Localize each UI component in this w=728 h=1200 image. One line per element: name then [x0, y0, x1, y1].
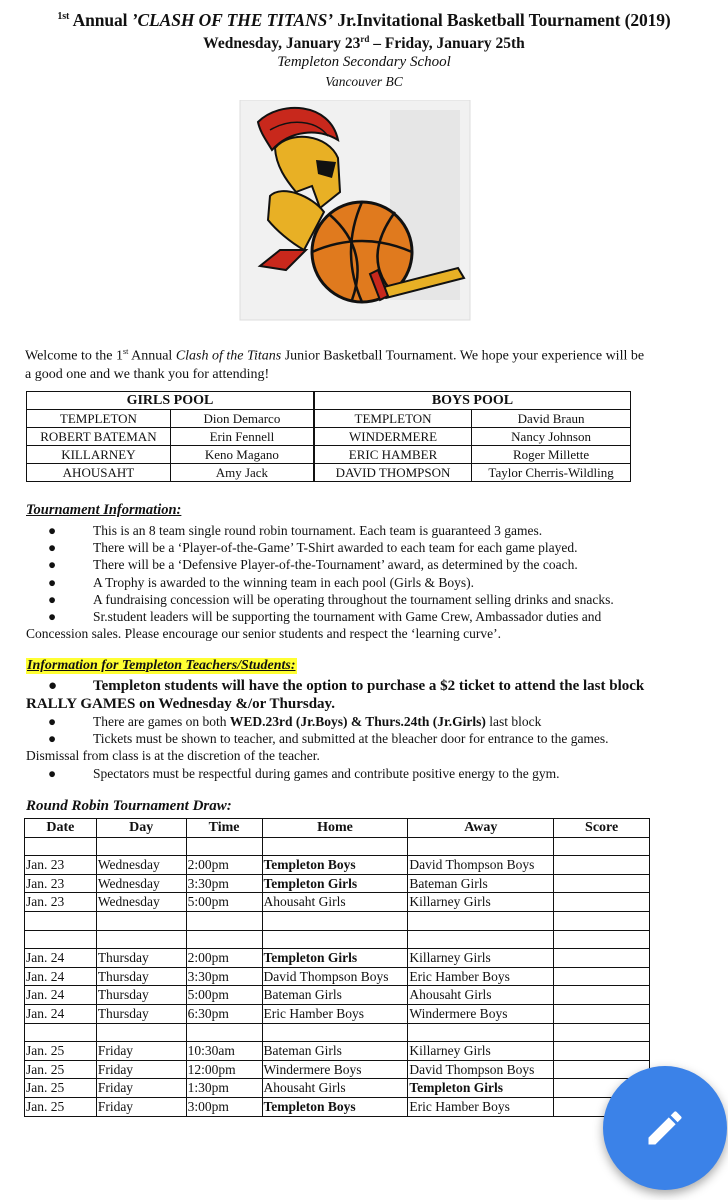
draw-cell-date	[25, 1023, 97, 1042]
draw-cell-day: Wednesday	[96, 874, 186, 893]
tournament-info-title: Tournament Information:	[26, 502, 182, 518]
pools-table	[26, 391, 631, 482]
title-ordinal-sup: st	[62, 11, 70, 23]
bullet-icon: ●	[48, 591, 57, 607]
draw-cell-time: 2:00pm	[186, 949, 262, 968]
tournament-dates	[0, 34, 728, 53]
draw-cell-day	[96, 1023, 186, 1042]
draw-header-time: Time	[186, 819, 262, 838]
draw-header-score: Score	[554, 819, 650, 838]
document-title	[0, 10, 728, 31]
info-item-text: There will be a ‘Defensive Player-of-the-Tournament’ award, as determined by the coach.	[93, 557, 578, 573]
table-row	[25, 1060, 650, 1079]
girls-team: KILLARNEY	[27, 446, 171, 464]
table-row	[25, 856, 650, 875]
boys-coach: Taylor Cherris-Wildling	[472, 464, 631, 482]
welcome-paragraph	[25, 343, 715, 384]
bullet-icon: ●	[48, 609, 57, 625]
teachers-item4: Spectators must be respectful during games and contribute positive energy to the gym.	[93, 765, 560, 781]
boys-team: TEMPLETON	[314, 410, 472, 428]
draw-cell-day: Friday	[96, 1097, 186, 1116]
list-item	[26, 522, 706, 539]
title-rest: Jr.Invitational Basketball Tournament (2019)	[337, 10, 671, 30]
draw-cell-time: 5:00pm	[186, 986, 262, 1005]
welcome-sup: st	[123, 347, 129, 356]
draw-cell-away	[408, 837, 554, 856]
draw-cell-day: Thursday	[96, 986, 186, 1005]
edit-button[interactable]	[603, 1066, 727, 1190]
table-row	[25, 837, 650, 856]
info-item-text: A fundraising concession will be operating throughout the tournament selling drinks and snacks.	[93, 591, 614, 607]
draw-title: Round Robin Tournament Draw:	[26, 798, 232, 814]
draw-cell-day: Friday	[96, 1042, 186, 1061]
title-italic: ’CLASH OF THE TITANS’	[131, 10, 334, 30]
dates-end: – Friday, January 25th	[373, 35, 525, 53]
boys-team: WINDERMERE	[314, 428, 472, 446]
draw-cell-day: Friday	[96, 1060, 186, 1079]
list-item	[26, 730, 706, 747]
draw-cell-date: Jan. 25	[25, 1042, 97, 1061]
draw-cell-away: Eric Hamber Boys	[408, 1097, 554, 1116]
table-row	[25, 911, 650, 930]
draw-cell-time: 3:30pm	[186, 874, 262, 893]
list-item-continuation	[26, 695, 706, 713]
table-row	[25, 874, 650, 893]
draw-cell-away: Windermere Boys	[408, 1004, 554, 1023]
draw-cell-home	[262, 1023, 408, 1042]
draw-cell-home	[262, 837, 408, 856]
girls-coach: Amy Jack	[170, 464, 314, 482]
draw-cell-away	[408, 911, 554, 930]
draw-cell-home: Ahousaht Girls	[262, 1079, 408, 1098]
bullet-icon: ●	[48, 540, 57, 556]
draw-cell-date: Jan. 24	[25, 949, 97, 968]
draw-cell-away: Eric Hamber Boys	[408, 967, 554, 986]
draw-cell-day	[96, 911, 186, 930]
table-row	[27, 464, 631, 482]
girls-coach: Erin Fennell	[170, 428, 314, 446]
welcome-italic: Clash of the Titans	[175, 348, 282, 364]
draw-cell-day: Thursday	[96, 949, 186, 968]
boys-team: DAVID THOMPSON	[314, 464, 472, 482]
welcome-text-b: Annual	[128, 348, 176, 364]
list-item	[26, 608, 706, 625]
draw-cell-date: Jan. 24	[25, 986, 97, 1005]
draw-cell-date: Jan. 25	[25, 1060, 97, 1079]
tournament-info-list	[26, 522, 706, 642]
bullet-icon: ●	[48, 557, 57, 573]
draw-cell-time	[186, 911, 262, 930]
teachers-item1-b: RALLY GAMES on Wednesday &/or Thursday.	[26, 696, 335, 712]
draw-cell-date: Jan. 23	[25, 874, 97, 893]
draw-header-date: Date	[25, 819, 97, 838]
table-row	[27, 446, 631, 464]
draw-header-day: Day	[96, 819, 186, 838]
draw-cell-away: Killarney Girls	[408, 893, 554, 912]
welcome-text-d: a good one and we thank you for attending!	[25, 366, 270, 382]
table-row	[25, 1023, 650, 1042]
draw-cell-score	[554, 1023, 650, 1042]
teachers-item2-a: There are games on both	[93, 714, 230, 729]
list-item	[26, 556, 706, 573]
draw-cell-date	[25, 911, 97, 930]
table-row	[25, 930, 650, 949]
list-item	[26, 677, 706, 695]
draw-cell-away	[408, 930, 554, 949]
girls-coach: Keno Magano	[170, 446, 314, 464]
draw-cell-date: Jan. 23	[25, 856, 97, 875]
welcome-text-a: Welcome to the 1	[25, 348, 124, 364]
info-item-text: Sr.student leaders will be supporting the tournament with Game Crew, Ambassador duties and	[93, 609, 602, 625]
table-row	[25, 986, 650, 1005]
draw-cell-away: Killarney Girls	[408, 949, 554, 968]
table-row	[25, 1079, 650, 1098]
list-item-continuation: Concession sales. Please encourage our senior students and respect the ‘learning curve’.	[26, 626, 501, 642]
teachers-item3-b: Dismissal from class is at the discretion of the teacher.	[26, 748, 320, 764]
list-item-continuation	[26, 747, 706, 764]
dates-sup: rd	[360, 34, 370, 44]
draw-cell-away: David Thompson Boys	[408, 856, 554, 875]
draw-cell-time: 3:00pm	[186, 1097, 262, 1116]
draw-cell-away: Ahousaht Girls	[408, 986, 554, 1005]
draw-cell-time: 6:30pm	[186, 1004, 262, 1023]
draw-cell-home: Ahousaht Girls	[262, 893, 408, 912]
draw-cell-day	[96, 930, 186, 949]
draw-cell-score	[554, 1004, 650, 1023]
draw-cell-score	[554, 837, 650, 856]
draw-cell-score	[554, 874, 650, 893]
draw-cell-home: Eric Hamber Boys	[262, 1004, 408, 1023]
draw-cell-time	[186, 930, 262, 949]
draw-cell-home: Bateman Girls	[262, 1042, 408, 1061]
draw-cell-date	[25, 930, 97, 949]
bullet-icon: ●	[48, 731, 57, 747]
draw-cell-day	[96, 837, 186, 856]
school-name: Templeton Secondary School	[277, 54, 451, 70]
draw-cell-away: Killarney Girls	[408, 1042, 554, 1061]
draw-cell-date	[25, 837, 97, 856]
teachers-info-list	[26, 677, 706, 782]
draw-cell-date: Jan. 24	[25, 1004, 97, 1023]
draw-cell-home: Templeton Boys	[262, 856, 408, 875]
draw-cell-score	[554, 986, 650, 1005]
city-name: Vancouver BC	[325, 74, 403, 89]
draw-header-row	[25, 819, 650, 838]
table-row	[25, 1004, 650, 1023]
list-item	[26, 539, 706, 556]
boys-coach: Roger Millette	[472, 446, 631, 464]
table-row	[25, 893, 650, 912]
draw-cell-home: Templeton Girls	[262, 874, 408, 893]
draw-cell-score	[554, 1042, 650, 1061]
teachers-item3-a: Tickets must be shown to teacher, and submitted at the bleacher door for entrance to the games.	[93, 731, 609, 747]
draw-cell-home	[262, 911, 408, 930]
welcome-text-c: Junior Basketball Tournament. We hope your experience will be	[281, 348, 645, 364]
table-row	[25, 1042, 650, 1061]
list-item	[26, 591, 706, 608]
boys-coach: Nancy Johnson	[472, 428, 631, 446]
draw-cell-score	[554, 930, 650, 949]
draw-cell-home: Bateman Girls	[262, 986, 408, 1005]
draw-cell-home: David Thompson Boys	[262, 967, 408, 986]
girls-team: TEMPLETON	[27, 410, 171, 428]
pencil-icon	[643, 1106, 687, 1150]
teachers-item2-c: last block	[485, 714, 542, 729]
table-row	[27, 428, 631, 446]
table-row	[25, 1097, 650, 1116]
girls-team: ROBERT BATEMAN	[27, 428, 171, 446]
draw-cell-day: Friday	[96, 1079, 186, 1098]
list-item	[26, 574, 706, 591]
girls-coach: Dion Demarco	[170, 410, 314, 428]
draw-cell-away	[408, 1023, 554, 1042]
draw-cell-time: 12:00pm	[186, 1060, 262, 1079]
draw-cell-home: Windermere Boys	[262, 1060, 408, 1079]
draw-cell-day: Thursday	[96, 967, 186, 986]
draw-cell-time: 3:30pm	[186, 967, 262, 986]
bullet-icon: ●	[48, 523, 57, 538]
dates-start: Wednesday, January 23	[203, 35, 361, 53]
draw-cell-home	[262, 930, 408, 949]
draw-cell-away: Templeton Girls	[408, 1079, 554, 1098]
table-row	[25, 967, 650, 986]
info-item-text: There will be a ‘Player-of-the-Game’ T-Shirt awarded to each team for each game played.	[93, 540, 578, 556]
draw-header-away: Away	[408, 819, 554, 838]
draw-cell-score	[554, 856, 650, 875]
draw-cell-score	[554, 911, 650, 930]
info-item-text: This is an 8 team single round robin tournament. Each team is guaranteed 3 games.	[93, 523, 543, 538]
table-row	[25, 949, 650, 968]
list-item	[26, 713, 706, 730]
boys-pool-header: BOYS POOL	[314, 392, 631, 410]
draw-cell-day: Thursday	[96, 1004, 186, 1023]
teachers-info-title: Information for Templeton Teachers/Students:	[27, 658, 296, 673]
girls-pool-header: GIRLS POOL	[27, 392, 314, 410]
draw-cell-date: Jan. 25	[25, 1097, 97, 1116]
draw-cell-time: 10:30am	[186, 1042, 262, 1061]
draw-cell-date: Jan. 25	[25, 1079, 97, 1098]
boys-team: ERIC HAMBER	[314, 446, 472, 464]
girls-team: AHOUSAHT	[27, 464, 171, 482]
bullet-icon: ●	[48, 765, 57, 781]
draw-cell-time	[186, 837, 262, 856]
draw-cell-score	[554, 949, 650, 968]
draw-cell-time: 5:00pm	[186, 893, 262, 912]
teachers-item1-a: Templeton students will have the option to purchase a $2 ticket to attend the last block	[93, 678, 645, 694]
bullet-icon: ●	[48, 714, 57, 729]
pools-header-row	[27, 392, 631, 410]
draw-cell-away: Bateman Girls	[408, 874, 554, 893]
draw-cell-away: David Thompson Boys	[408, 1060, 554, 1079]
draw-header-home: Home	[262, 819, 408, 838]
list-item	[26, 765, 706, 782]
draw-cell-score	[554, 967, 650, 986]
title-annual: Annual	[72, 10, 128, 30]
draw-cell-home: Templeton Girls	[262, 949, 408, 968]
boys-coach: David Braun	[472, 410, 631, 428]
draw-cell-day: Wednesday	[96, 893, 186, 912]
draw-cell-time	[186, 1023, 262, 1042]
spartan-basketball-logo	[220, 100, 478, 324]
info-item-text: A Trophy is awarded to the winning team in each pool (Girls & Boys).	[93, 574, 474, 590]
draw-cell-date: Jan. 24	[25, 967, 97, 986]
draw-table	[24, 818, 650, 1117]
title-ordinal: 1	[57, 11, 63, 23]
draw-cell-time: 1:30pm	[186, 1079, 262, 1098]
draw-cell-date: Jan. 23	[25, 893, 97, 912]
teachers-item2-bold: WED.23rd (Jr.Boys) & Thurs.24th (Jr.Girls)	[229, 714, 486, 729]
draw-cell-time: 2:00pm	[186, 856, 262, 875]
draw-cell-day: Wednesday	[96, 856, 186, 875]
bullet-icon: ●	[48, 678, 58, 694]
table-row	[27, 410, 631, 428]
draw-cell-home: Templeton Boys	[262, 1097, 408, 1116]
bullet-icon: ●	[48, 574, 57, 590]
draw-cell-score	[554, 893, 650, 912]
